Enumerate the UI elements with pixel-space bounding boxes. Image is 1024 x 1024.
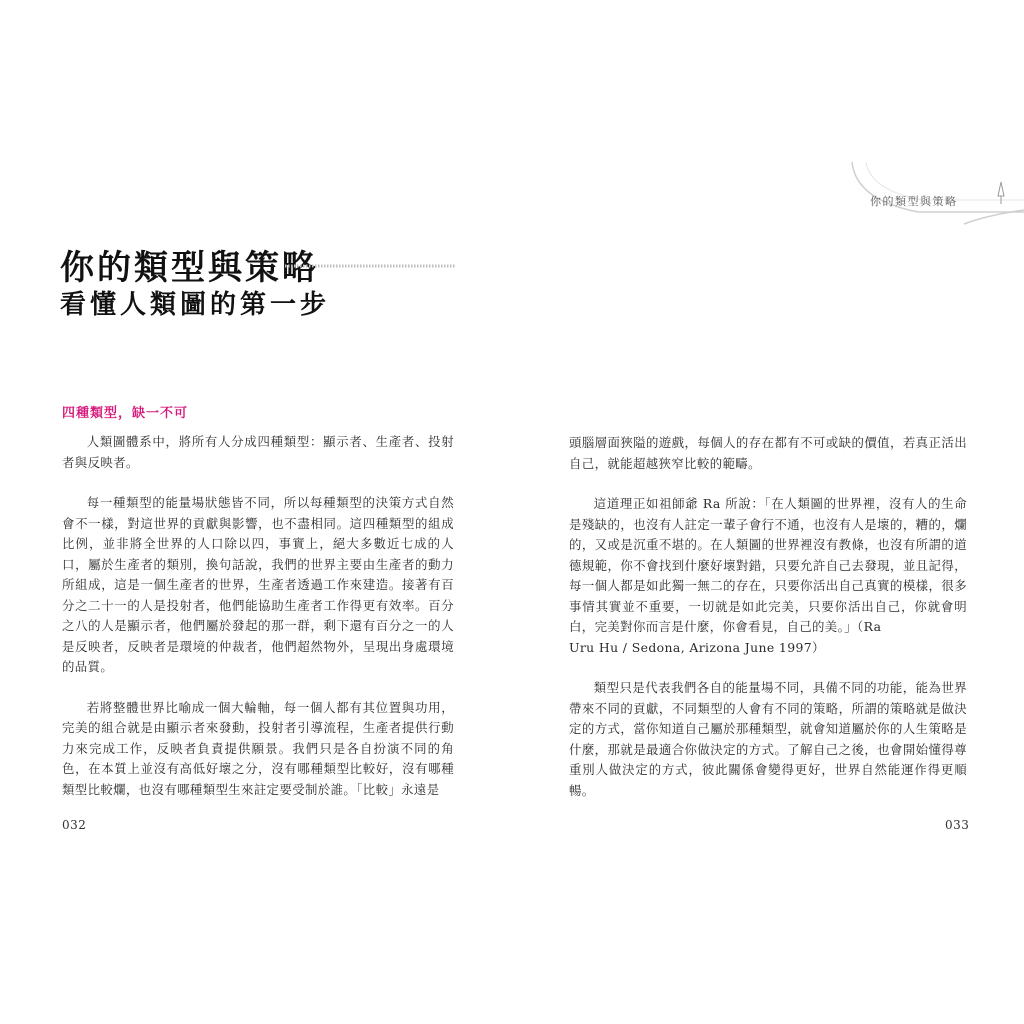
page-number: 033 xyxy=(945,818,970,832)
paragraph xyxy=(569,494,967,658)
page-number: 032 xyxy=(62,818,87,832)
quote-text: 這道理正如祖師爺 Ra 所說：「在人類圖的世界裡，沒有人的生命是殘缺的，也沒有人註定一輩子會行不通，也沒有人是壞的，糟的，爛的，又或是沉重不堪的。在人類圖的世界裡沒有教條，也沒有所謂的道德規範，你不會找到什麼好壞對錯，只要允許自己去發現，並且記得，每一個人都是如此獨一無二的存在，只要你活出自己真實的模樣，很多事情其實並不重要，一切就是如此完美，只要你活出自己，你就會明白，完美對你而言是什麼，你會看見，自己的美。」（Ra xyxy=(569,496,967,634)
chapter-title: 你的類型與策略 xyxy=(60,248,319,288)
paragraph: 每一種類型的能量場狀態皆不同，所以每種類型的決策方式自然會不一樣，對這世界的貢獻與影響，也不盡相同。這四種類型的組成比例，並非將全世界的人口除以四，事實上，絕大多數近七成的人口，屬於生產者的類別，換句話說，我們的世界主要由生產者的動力所組成，這是一個生產者的世界，生產者透過工作來建造。接著有百分之二十一的人是投射者，他們能協助生產者工作得更有效率。百分之八的人是顯示者，他們屬於發起的那一群，剩下還有百分之一的人是反映者，反映者是環境的仲裁者，他們超然物外，呈現出身處環境的品質。 xyxy=(62,495,454,674)
paragraph: 若將整體世界比喻成一個大輪軸，每一個人都有其位置與功用，完美的組合就是由顯示者來發動，投射者引導流程，生產者提供行動力來完成工作，反映者負責提供願景。我們只是各自扮演不同的角色，在本質上並沒有高低好壞之分，沒有哪種類型比較好，沒有哪種類型比較爛，也沒有哪種類型生來註定要受制於誰。「比較」永遠是 xyxy=(62,699,454,797)
chapter-tab-arc xyxy=(848,160,1024,260)
left-body-text xyxy=(62,432,454,820)
paragraph: 人類圖體系中，將所有人分成四種類型：顯示者、生產者、投射者與反映者。 xyxy=(62,434,454,470)
right-body-text xyxy=(569,433,967,821)
running-head: 你的類型與策略 xyxy=(870,195,958,208)
title-dotted-rule xyxy=(285,262,455,270)
paragraph: 頭腦層面狹隘的遊戲，每個人的存在都有不可或缺的價值，若真正活出自己，就能超越狹窄比較的範疇。 xyxy=(569,435,967,471)
chapter-subtitle: 看懂人類圖的第一步 xyxy=(60,290,331,320)
section-heading: 四種類型，缺一不可 xyxy=(62,406,189,421)
right-page xyxy=(512,0,1024,1024)
paragraph: 類型只是代表我們各自的能量場不同，具備不同的功能，能為世界帶來不同的貢獻，不同類型的人會有不同的策略，所謂的策略就是做決定的方式，當你知道自己屬於那種類型，就會知道屬於你的人生策略是什麼，那就是最適合你做決定的方式。了解自己之後，也會開始懂得尊重別人做決定的方式，彼此關係會變得更好，世界自然能運作得更順暢。 xyxy=(569,680,967,798)
quote-source: Uru Hu / Sedona, Arizona June 1997） xyxy=(569,639,825,655)
chapter-tab xyxy=(848,160,1024,260)
